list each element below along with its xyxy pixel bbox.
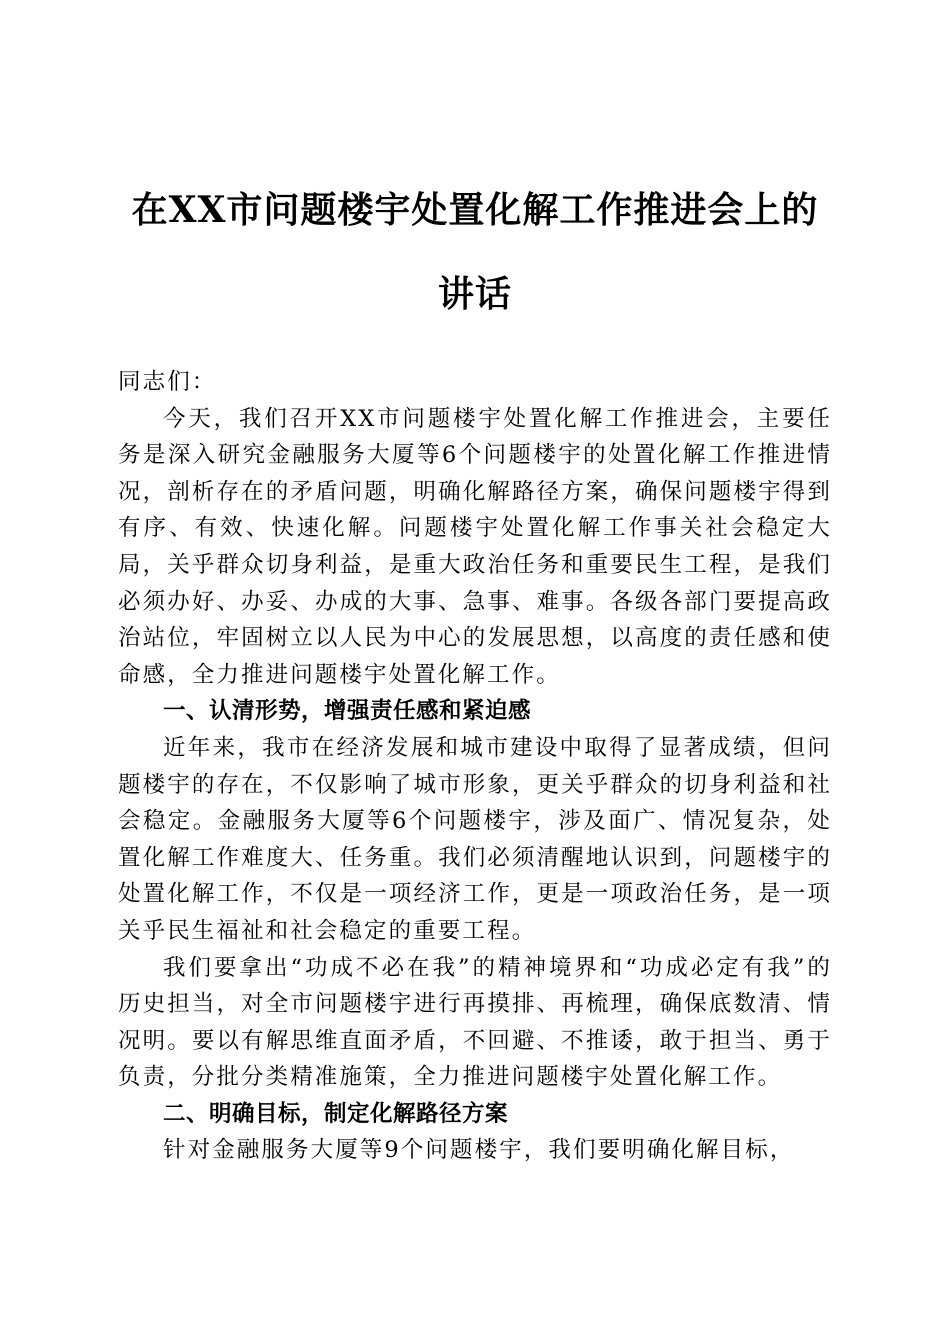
section-heading-2: 二、明确目标，制定化解路径方案 (163, 1100, 509, 1127)
paragraph-situation: 近年来，我市在经济发展和城市建设中取得了显著成绩，但问题楼宇的存在，不仅影响了城市形象，更关乎群众的切身利益和社会稳定。金融服务大厦等6个问题楼宇，涉及面广、情况复杂，处置化解工作难度大、任务重。我们必须清醒地认识到，问题楼宇的处置化解工作，不仅是一项经济工作，更是一项政治任务，是一项关乎民生福祉和社会稳定的重要工程。 (118, 734, 832, 944)
paragraph-responsibility: 我们要拿出“功成不必在我”的精神境界和“功成必定有我”的历史担当，对全市问题楼宇进行再摸排、再梳理，确保底数清、情况明。要以有解思维直面矛盾，不回避、不推诿，敢于担当、勇于负责，分批分类精准施策，全力推进问题楼宇处置化解工作。 (118, 954, 832, 1091)
paragraph-targets: 针对金融服务大厦等9个问题楼宇，我们要明确化解目标， (163, 1137, 795, 1164)
document-title: 在XX市问题楼宇处置化解工作推进会上的讲话 (131, 189, 819, 315)
document-body (118, 364, 832, 1169)
salutation: 同志们： (118, 369, 217, 395)
section-heading-1: 一、认清形势，增强责任感和紧迫感 (163, 698, 532, 725)
paragraph-intro: 今天，我们召开XX市问题楼宇处置化解工作推进会，主要任务是深入研究金融服务大厦等6个问题楼宇的处置化解工作推进情况，剖析存在的矛盾问题，明确化解路径方案，确保问题楼宇得到有序、有效、快速化解。问题楼宇处置化解工作事关社会稳定大局，关乎群众切身利益，是重大政治任务和重要民生工程，是我们必须办好、办妥、办成的大事、急事、难事。各级各部门要提高政治站位，牢固树立以人民为中心的发展思想，以高度的责任感和使命感，全力推进问题楼宇处置化解工作。 (118, 405, 832, 688)
